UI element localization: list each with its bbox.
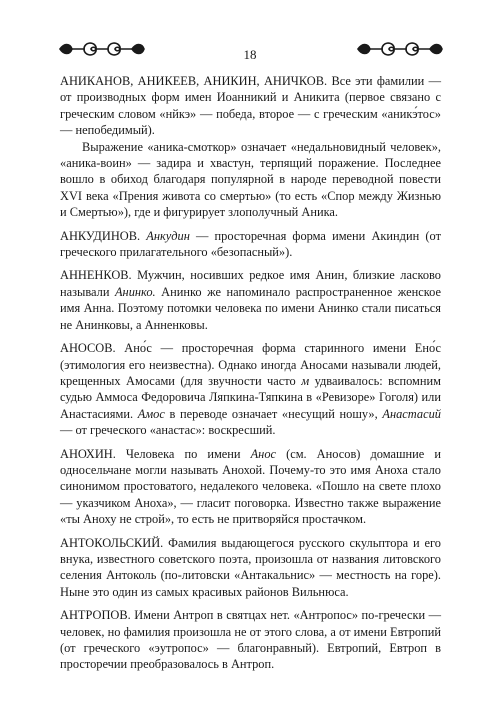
entry-text: (см. Аносов) домашние и односельчане могли называть Анохой. Почему-то это имя Аноха стало синонимом простоватого, недалекого человека. «Пошло на свете плохо — указчиком Аноха», — гласит поговорка. Известно также выражение «ты Аноху не строй», то есть не притворяйся простачком. (60, 446, 441, 527)
entry-headword: АНИКАНОВ, АНИКЕЕВ, АНИКИН, АНИЧКОВ. (60, 74, 328, 88)
right-scroll-ornament (356, 38, 444, 60)
entry-ankudinov (60, 228, 441, 261)
entry-text: Все эти фамилии — от производных форм имен Иоанникий и Аникита (первое связано с греческим словом «нйкэ» — победа, второе — с греческим «аникэ́тос» — непобедимый). (60, 74, 441, 138)
entry-text: Ано́с — просторечная форма старинного имени Ено́с (этимология его неизвестна). Однако иногда Аносами называли людей, крещенных Амосами (для звучности часто (60, 341, 441, 388)
entry-headword: АНКУДИНОВ. (60, 228, 141, 243)
entry-text: — просторечная форма имени Акиндин (от греческого прилагательного «безопасный»). (60, 228, 441, 260)
entry-italic: Анос (250, 446, 277, 461)
entry-anokhin (60, 446, 441, 528)
entry-text: в переводе означает «несущий ношу», (164, 406, 383, 421)
entry-headword: АНТРОПОВ. (60, 608, 131, 623)
entry-paragraph (60, 446, 441, 528)
entry-italic: Амос (137, 406, 165, 421)
entry-headword: АНОХИН. (60, 446, 116, 461)
entry-paragraph (60, 535, 441, 601)
entry-text: Человека по имени (125, 446, 251, 461)
entry-headword: АНТОКОЛЬСКИЙ. (60, 535, 164, 550)
entry-paragraph (60, 607, 441, 673)
entry-italic: Анинко. (114, 284, 156, 299)
entry-text: Имени Антроп в святцах нет. «Антропос» по-гречески — человек, но фамилия произошла не от этого слова, а от имени Евтропий (от греческого «эутропос» — благонравный). Евтропий, Евтроп в просторечии преобразовалось в Антроп. (60, 608, 441, 672)
dictionary-entries (60, 73, 441, 680)
entry-text: Мужчин, носивших редкое имя Анин, близкие ласково называли (60, 268, 441, 299)
entry-text: — от греческого «анастас»: воскресший. (60, 423, 276, 438)
entry-antropov (60, 607, 441, 673)
entry-paragraph (60, 267, 441, 333)
entry-antokolsky (60, 535, 441, 601)
entry-paragraph (60, 228, 441, 261)
entry-italic: Анастасий (382, 406, 441, 421)
page-number: 18 (243, 47, 257, 62)
entry-paragraph (60, 73, 441, 139)
entry-headword: АНОСОВ. (60, 341, 116, 356)
entry-text: удваивалось: вспомним судью Аммоса Федоровича Ляпкина-Тяпкина в «Ревизоре» Гоголя) или Анастасиями. (60, 373, 441, 421)
entry-paragraph (60, 139, 441, 221)
entry-text: Выражение «аника-смоткор» означает «недальновидный человек», «аника-воин» — задира и хвастун, терпящий поражение. Последнее вошло в обиход благодаря популярной в народе переводной повести XVI века «Прения живота со смертью» (то есть «Спор между Жизнью и Смертью»), где и фигурирует злополучный Аника. (60, 139, 441, 220)
entry-annenkov (60, 267, 441, 333)
entry-anosov (60, 340, 441, 438)
entry-headword: АННЕНКОВ. (60, 268, 132, 283)
entry-paragraph (60, 340, 441, 438)
entry-text: Анинко же напоминало распространенное женское имя Анна. Поэтому потомки человека по имени Анинко стали писаться не Анинковы, а Анненковы. (60, 284, 442, 332)
entry-text: Фамилия выдающегося русского скульптора и его внука, известного советского поэта, произошла от названия литовского селения Антоколь (по-литовски «Антакальнис» — местность на горе). Ныне это один из самых красивых районов Вильнюса. (60, 535, 441, 599)
entry-anikanov (60, 73, 441, 221)
entry-italic: Анкудин (146, 228, 190, 243)
entry-italic: м (301, 373, 310, 388)
